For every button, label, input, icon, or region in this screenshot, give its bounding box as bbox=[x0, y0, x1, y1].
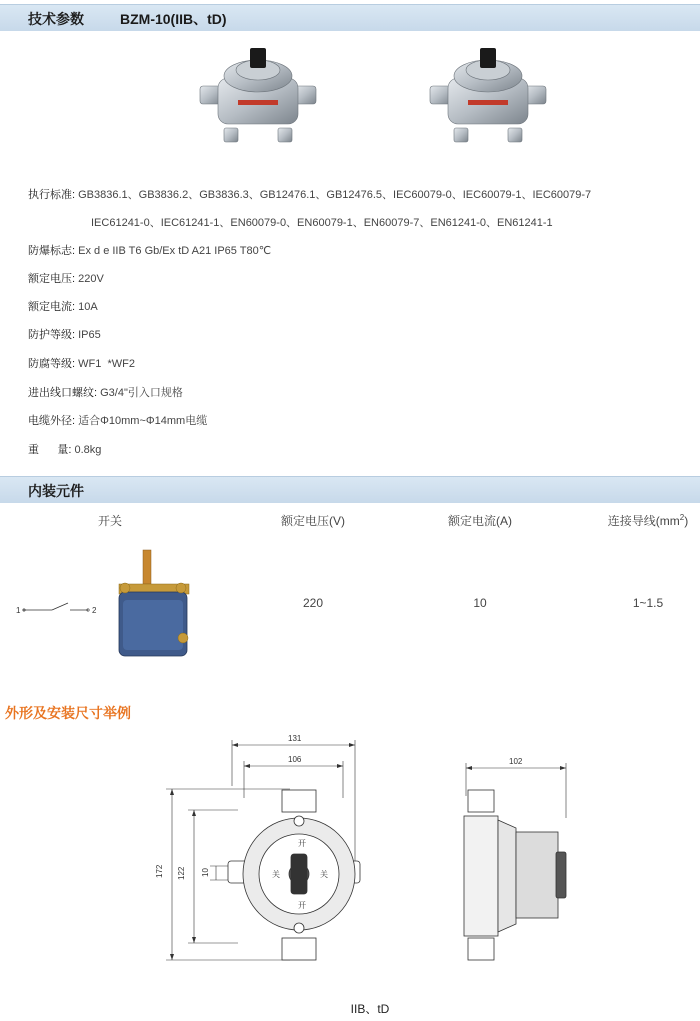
spec-line-voltage bbox=[28, 270, 104, 286]
dim-106: 106 bbox=[288, 755, 302, 764]
spec-value: 220V bbox=[78, 273, 104, 285]
spec-key: 进出线口螺纹: bbox=[28, 387, 98, 399]
col-wire-sup: 2 bbox=[679, 513, 685, 522]
spec-header-title: 技术参数 bbox=[28, 11, 84, 27]
dim-102: 102 bbox=[509, 757, 523, 766]
dimensions-title: 外形及安装尺寸举例 bbox=[5, 705, 131, 721]
spec-key: 防爆标志: bbox=[28, 245, 76, 257]
spec-line-protection bbox=[28, 326, 101, 342]
component-voltage: 220 bbox=[302, 596, 324, 610]
spec-key: 防护等级: bbox=[28, 329, 76, 341]
spec-line-standard-cont bbox=[91, 214, 553, 230]
col-current: 额定电流(A) bbox=[448, 514, 512, 528]
spec-line-ex-mark bbox=[28, 242, 271, 258]
spec-key: 重 量: bbox=[28, 444, 72, 456]
spec-key: 执行标准: bbox=[28, 189, 76, 201]
spec-value: 10A bbox=[78, 301, 98, 313]
component-wire: 1~1.5 bbox=[632, 596, 664, 610]
spec-value: 适合Φ10mm~Φ14mm电缆 bbox=[78, 415, 208, 427]
spec-value: Ex d e IIB T6 Gb/Ex tD A21 IP65 T80℃ bbox=[78, 245, 272, 257]
spec-line-anticorrosion bbox=[28, 355, 135, 371]
spec-key: 额定电流: bbox=[28, 301, 76, 313]
product-photo-1 bbox=[198, 38, 318, 148]
spec-line-current bbox=[28, 298, 98, 314]
spec-value: IEC61241-0、IEC61241-1、EN60079-0、EN60079-1、EN60079-7、EN61241-0、EN61241-1 bbox=[91, 217, 553, 229]
switch-mark-right: 关 bbox=[320, 870, 328, 879]
col-switch: 开关 bbox=[97, 514, 122, 528]
col-voltage: 额定电压(V) bbox=[281, 514, 345, 528]
drawing-caption: IIB、tD bbox=[350, 1002, 390, 1016]
component-current: 10 bbox=[473, 596, 487, 610]
spec-value: IP65 bbox=[78, 329, 101, 341]
switch-symbol-left: 1 bbox=[16, 606, 21, 615]
switch-mark-top: 开 bbox=[298, 839, 306, 848]
dim-131: 131 bbox=[288, 734, 302, 743]
components-header-bar bbox=[0, 476, 700, 503]
switch-component-photo bbox=[113, 548, 203, 663]
spec-value: 0.8kg bbox=[74, 444, 102, 456]
product-photo-2 bbox=[428, 38, 548, 148]
switch-symbol-right: 2 bbox=[92, 606, 97, 615]
dim-172: 172 bbox=[155, 864, 164, 878]
spec-line-thread bbox=[28, 384, 183, 400]
spec-line-weight bbox=[28, 441, 101, 457]
spec-line-standard bbox=[28, 186, 591, 202]
switch-mark-bottom: 开 bbox=[298, 901, 306, 910]
col-wire bbox=[598, 512, 698, 529]
col-wire-label: 连接导线(mm bbox=[607, 514, 680, 528]
switch-mark-left: 关 bbox=[272, 870, 280, 879]
spec-key: 电缆外径: bbox=[28, 415, 76, 427]
spec-value: GB3836.1、GB3836.2、GB3836.3、GB12476.1、GB12476.5、IEC60079-0、IEC60079-1、IEC60079-7 bbox=[78, 189, 592, 201]
spec-header-model: BZM-10(IIB、tD) bbox=[120, 11, 227, 27]
dim-10: 10 bbox=[201, 868, 210, 877]
spec-line-cable bbox=[28, 412, 207, 428]
spec-key: 额定电压: bbox=[28, 273, 76, 285]
dimension-drawing bbox=[150, 728, 580, 978]
switch-symbol-icon bbox=[16, 600, 100, 620]
spec-value: WF1 *WF2 bbox=[78, 358, 135, 370]
spec-key: 防腐等级: bbox=[28, 358, 76, 370]
col-wire-close: ) bbox=[684, 514, 689, 528]
spec-value: G3/4"引入口规格 bbox=[100, 387, 183, 399]
dim-122: 122 bbox=[177, 866, 186, 880]
components-title: 内装元件 bbox=[28, 483, 84, 499]
spec-header-bar bbox=[0, 4, 700, 31]
